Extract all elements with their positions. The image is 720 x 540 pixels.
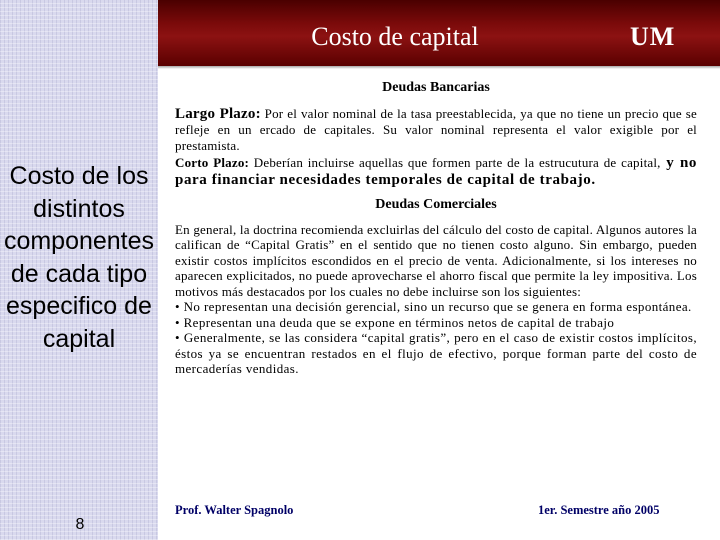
bullet-item: • Generalmente, se las considera “capital gratis”, pero en el caso de existir costos implícitos, éstos ya se encuentran restados en el flujo de efectivo, porque forman parte del costo de mercaderías vendidas. <box>175 330 697 376</box>
short-term-label: Corto Plazo: <box>175 155 250 170</box>
sidebar-panel <box>0 0 158 540</box>
header-shadow <box>158 66 720 69</box>
logo-text: UM <box>630 22 676 51</box>
sidebar-title-line: distintos <box>33 194 125 223</box>
sidebar-title-line: Costo de los <box>9 162 149 190</box>
short-term-bold-text: y no para financiar necesidades temporales de capital de trabajo. <box>175 155 698 188</box>
long-term-paragraph <box>175 106 697 154</box>
page-title: Costo de capital <box>311 22 479 51</box>
short-term-paragraph <box>175 155 697 188</box>
bullet-item: • Representan una deuda que se expone en términos netos de capital de trabajo <box>175 314 615 330</box>
sidebar-title-line: componentes <box>3 227 155 255</box>
long-term-text: Por el valor nominal de la tasa preestablecida, ya que no tiene un precio que se refleje en un ercado de capitales. Su valor nominal representa el valor exigible por el prestamista. <box>175 105 697 153</box>
footer-term: 1er. Semestre año 2005 <box>538 503 660 517</box>
main-content <box>175 80 697 377</box>
sidebar-title-line: capital <box>42 324 116 353</box>
bullet-item: • No representan una decisión gerencial, sino un recurso que se genera en forma espontánea. <box>175 299 692 314</box>
sidebar-title <box>0 160 158 355</box>
long-term-label: Largo Plazo: <box>175 105 261 122</box>
bank-debt-heading: Deudas Bancarias <box>382 80 490 95</box>
sidebar-title-line: de cada tipo <box>10 259 148 288</box>
short-term-text: Deberían incluirse aquellas que formen parte de la estrucutura de capital, <box>249 155 661 170</box>
page-number: 8 <box>75 516 85 533</box>
footer-author: Prof. Walter Spagnolo <box>175 503 294 517</box>
sidebar-title-line: especifico de <box>6 292 152 320</box>
commercial-paragraph: En general, la doctrina recomienda excluirlas del cálculo del costo de capital. Algunos autores la califican de “Capital Gratis” en el sentido que no tienen costo alguno. Sin embargo, pueden existir costos implícitos escondidos en el precio de venta. Adicionalmente, si los intereses no aparecen explicitados, no puede aprovecharse el ahorro fiscal que permite la ley impositiva. Los motivos más destacados por los cuales no debe incluirse son los siguientes: <box>175 221 697 299</box>
commercial-debt-heading: Deudas Comerciales <box>375 197 497 212</box>
